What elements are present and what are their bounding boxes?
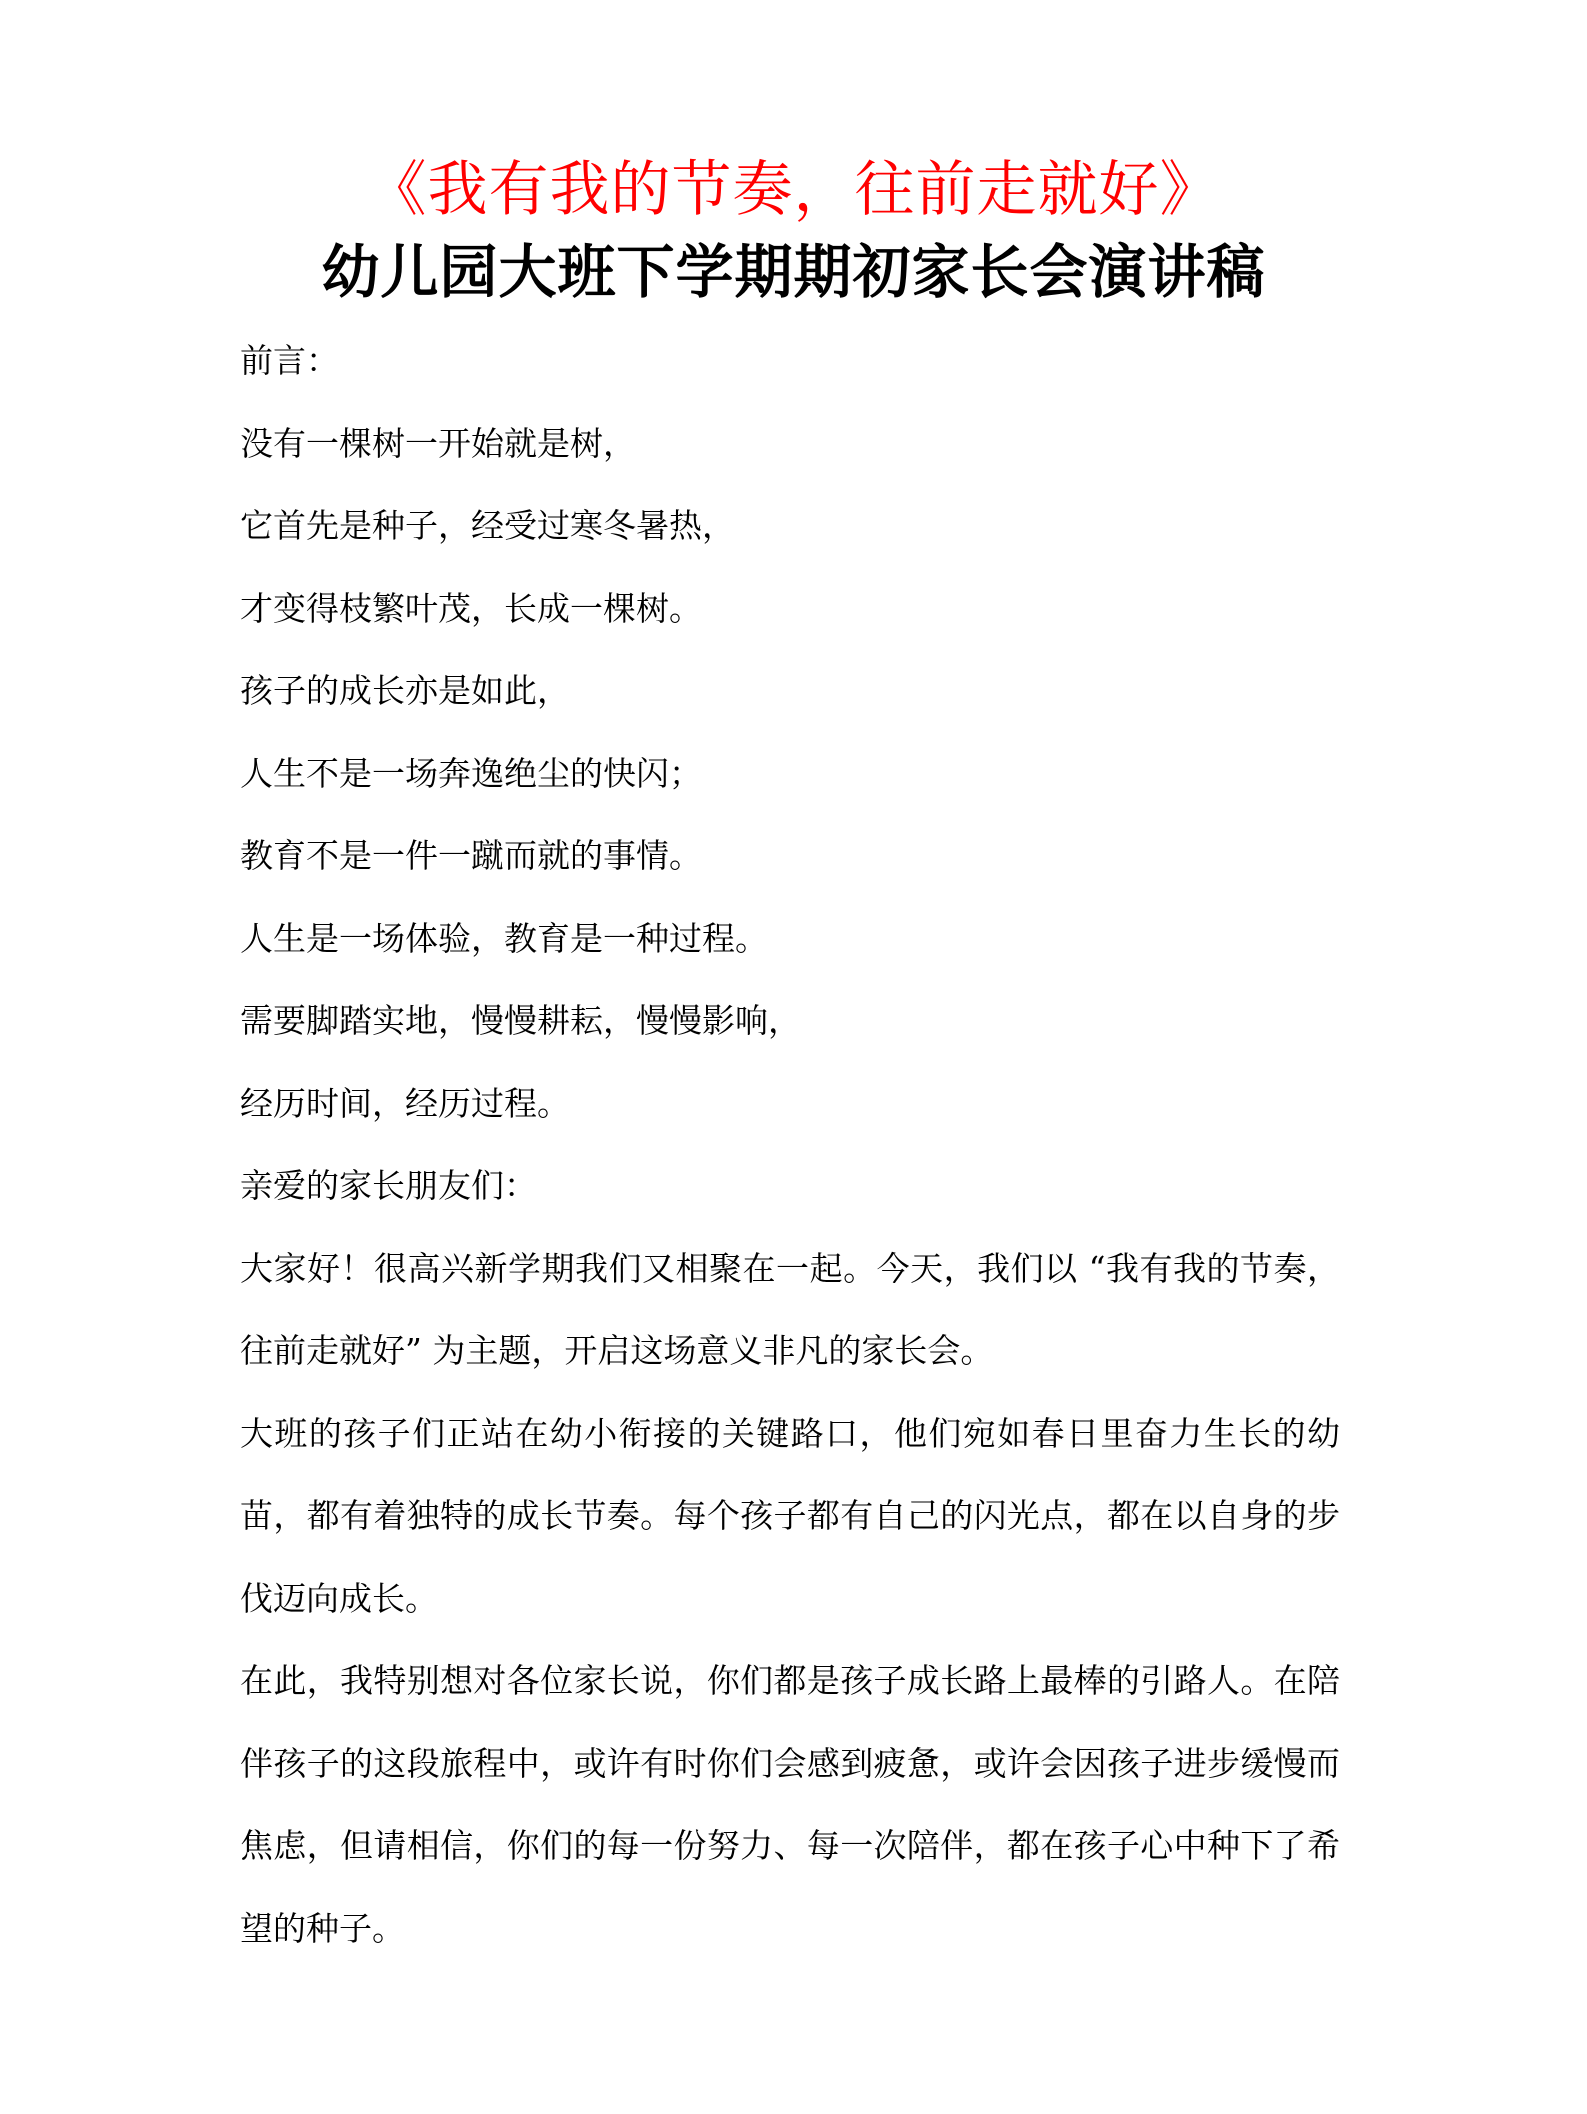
document-subtitle: 幼儿园大班下学期期初家长会演讲稿 <box>321 238 1266 306</box>
poem-line: 人生是一场体验，教育是一种过程。 <box>240 918 768 958</box>
poem-line: 人生不是一场奔逸绝尘的快闪； <box>240 753 702 793</box>
body-paragraph: 大家好！很高兴新学期我们又相聚在一起。今天，我们以 “我有我的节奏，往前走就好” 为主题，开启这场意义非凡的家长会。 <box>240 1248 1340 1370</box>
document-body <box>240 320 1340 1970</box>
preface-heading: 前言： <box>240 341 339 380</box>
poem-line: 没有一棵树一开始就是树， <box>240 423 636 463</box>
poem-line: 孩子的成长亦是如此， <box>240 671 570 710</box>
document-title: 《我有我的节奏，往前走就好》 <box>366 155 1221 225</box>
poem-line: 教育不是一件一蹴而就的事情。 <box>240 836 702 875</box>
body-paragraph: 在此，我特别想对各位家长说，你们都是孩子成长路上最棒的引路人。在陪伴孩子的这段旅程中，或许有时你们会感到疲惫，或许会因孩子进步缓慢而焦虑，但请相信，你们的每一份努力、每一次陪伴，都在孩子心中种下了希望的种子。 <box>240 1661 1340 1948</box>
salutation: 亲爱的家长朋友们： <box>240 1166 537 1205</box>
poem-line: 才变得枝繁叶茂，长成一棵树。 <box>240 588 702 628</box>
poem-line: 经历时间，经历过程。 <box>240 1083 570 1123</box>
poem-line: 它首先是种子，经受过寒冬暑热， <box>240 506 735 545</box>
body-paragraph: 大班的孩子们正站在幼小衔接的关键路口，他们宛如春日里奋力生长的幼苗，都有着独特的成长节奏。每个孩子都有自己的闪光点，都在以自身的步伐迈向成长。 <box>240 1413 1340 1618</box>
poem-line: 需要脚踏实地，慢慢耕耘，慢慢影响， <box>240 1001 801 1040</box>
